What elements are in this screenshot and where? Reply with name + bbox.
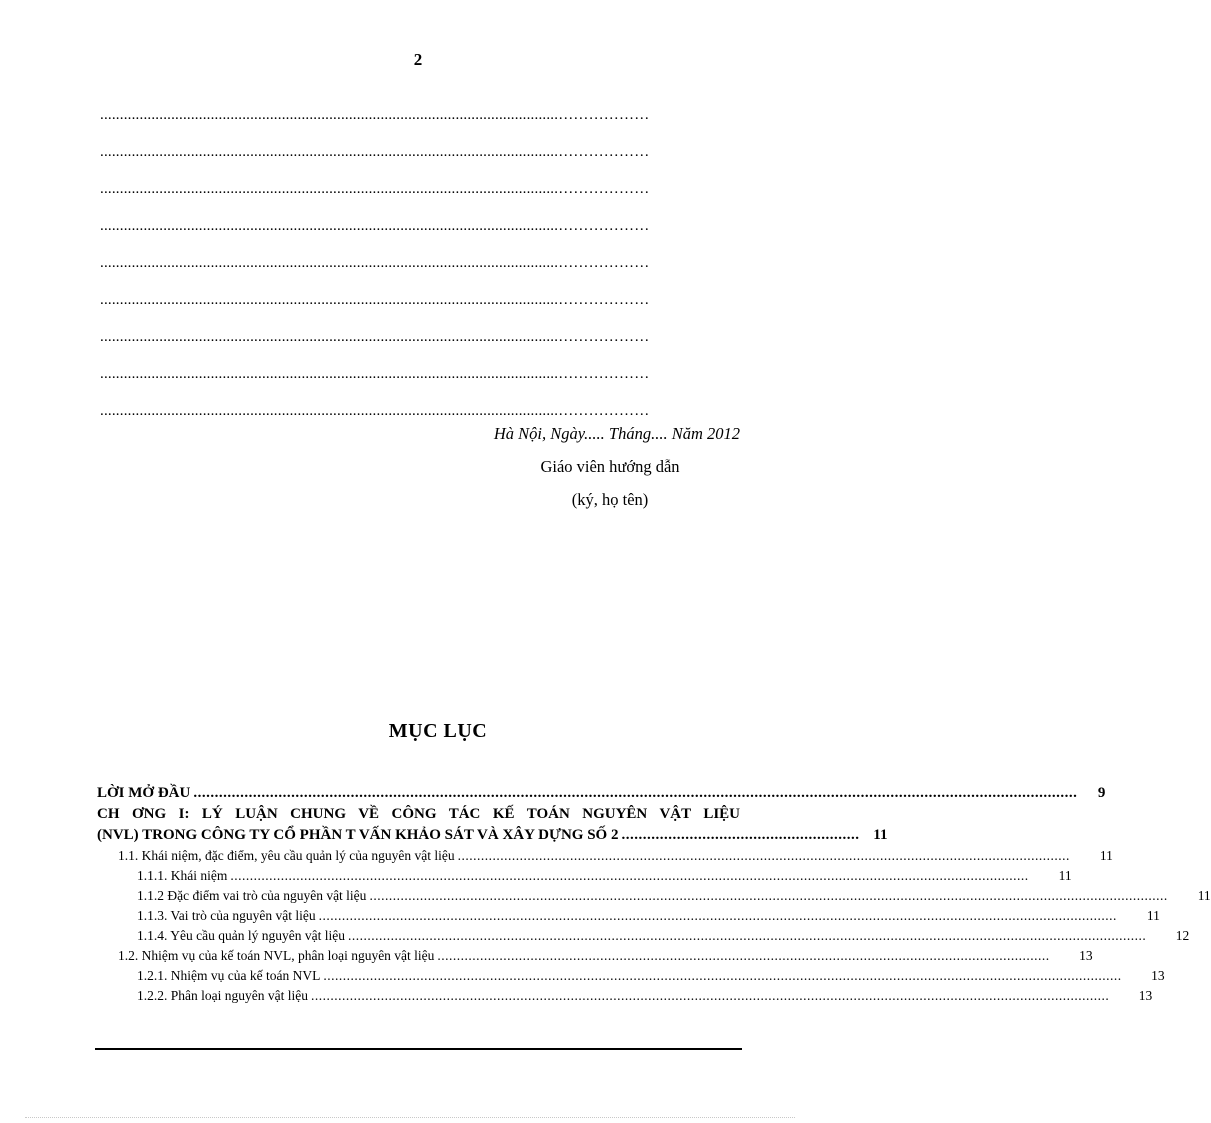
toc-entry-label: (NVL) TRONG CÔNG TY CỔ PHẦN T VẤN KHẢO SÁT VÀ XÂY DỰNG SỐ 2: [97, 827, 619, 843]
footer-rule: [95, 1048, 742, 1050]
signature-date: Hà Nội, Ngày..... Tháng.... Năm 2012: [493, 424, 740, 443]
toc-entry-label: 1.2.1. Nhiệm vụ của kế toán NVL: [137, 968, 321, 983]
toc-leader: ..............................................................................................................................................................: [437, 948, 1050, 963]
toc-entry[interactable]: [97, 906, 1160, 926]
toc-entry-page: 11: [1099, 848, 1113, 863]
toc-entry-page: 11: [873, 827, 888, 843]
toc-entry-label: 1.1.2 Đặc điểm vai trò của nguyên vật liệu: [137, 888, 367, 903]
dotted-line: ....................................................................................................................………………: [100, 218, 650, 234]
dotted-line: ....................................................................................................................………………: [100, 144, 650, 160]
toc-leader: ................................................................................................................................................................................................................: [193, 785, 1078, 801]
toc-leader: ..............................................................................................................................................................................................................: [230, 868, 1029, 883]
toc-chapter-line-2[interactable]: [97, 825, 888, 846]
toc-leader: ..............................................................................................................................................................................................................: [369, 888, 1168, 903]
toc-entry-label: 1.1.3. Vai trò của nguyên vật liệu: [137, 908, 316, 923]
toc-leader: ..............................................................................................................................................................................................................: [347, 928, 1147, 943]
table-of-contents: [97, 783, 1211, 1006]
toc-entry-label: 1.2. Nhiệm vụ của kế toán NVL, phân loại nguyên vật liệu: [118, 948, 435, 963]
toc-entry-page: 9: [1097, 785, 1106, 801]
signature-note: (ký, họ tên): [571, 490, 649, 509]
dotted-line: ....................................................................................................................………………: [100, 255, 650, 271]
toc-entry[interactable]: [97, 846, 1113, 866]
toc-entry-label: 1.2.2. Phân loại nguyên vật liệu: [137, 988, 308, 1003]
toc-entry-label: 1.1. Khái niệm, đặc điểm, yêu cầu quản lý của nguyên vật liệu: [118, 848, 455, 863]
toc-leader: ..............................................................................................................................................................................................................: [310, 988, 1110, 1003]
toc-entry[interactable]: [97, 866, 1072, 886]
toc-leader: ........................................................: [621, 827, 860, 843]
toc-entry-label: LỜI MỞ ĐẦU: [97, 785, 191, 801]
dotted-line: ....................................................................................................................………………: [100, 107, 650, 123]
toc-entry-label: 1.1.4. Yêu cầu quản lý nguyên vật liệu: [137, 928, 345, 943]
toc-entry-page: 13: [1151, 968, 1165, 983]
toc-leader: ..............................................................................................................................................................................................................: [323, 968, 1122, 983]
page-number: 2: [413, 50, 423, 69]
toc-entry-page: 11: [1146, 908, 1160, 923]
toc-entry[interactable]: [97, 926, 1190, 946]
toc-entry[interactable]: [97, 966, 1165, 986]
toc-entry-page: 13: [1079, 948, 1093, 963]
toc-entry[interactable]: [97, 886, 1211, 906]
toc-entry-page: 12: [1175, 928, 1190, 943]
toc-leader: ..............................................................................................................................................................................................................: [318, 908, 1117, 923]
toc-entry-intro[interactable]: [97, 783, 1106, 804]
toc-entry-page: 13: [1138, 988, 1153, 1003]
toc-entry[interactable]: [97, 986, 1153, 1006]
toc-entry-page: 11: [1058, 868, 1072, 883]
dotted-line: ....................................................................................................................………………: [100, 366, 650, 382]
toc-chapter-line-1[interactable]: CH ƠNG I: LÝ LUẬN CHUNG VỀ CÔNG TÁC KẾ TOÁN NGUYÊN VẬT LIỆU: [97, 806, 740, 822]
toc-leader: ..............................................................................................................................................................: [457, 848, 1070, 863]
dotted-line: ....................................................................................................................………………: [100, 403, 650, 419]
toc-entry-label: 1.1.1. Khái niệm: [137, 868, 228, 883]
toc-entry-page: 11: [1197, 888, 1211, 903]
signature-block: [400, 420, 740, 516]
page-edge-divider: [25, 1117, 795, 1118]
signature-role: Giáo viên hướng dẫn: [540, 457, 680, 476]
toc-title: MỤC LỤC: [388, 720, 488, 742]
dotted-line: ....................................................................................................................………………: [100, 181, 650, 197]
toc-entry[interactable]: [97, 946, 1093, 966]
dotted-line: ....................................................................................................................………………: [100, 292, 650, 308]
dotted-line: ....................................................................................................................………………: [100, 329, 650, 345]
comment-lines: [100, 100, 700, 433]
